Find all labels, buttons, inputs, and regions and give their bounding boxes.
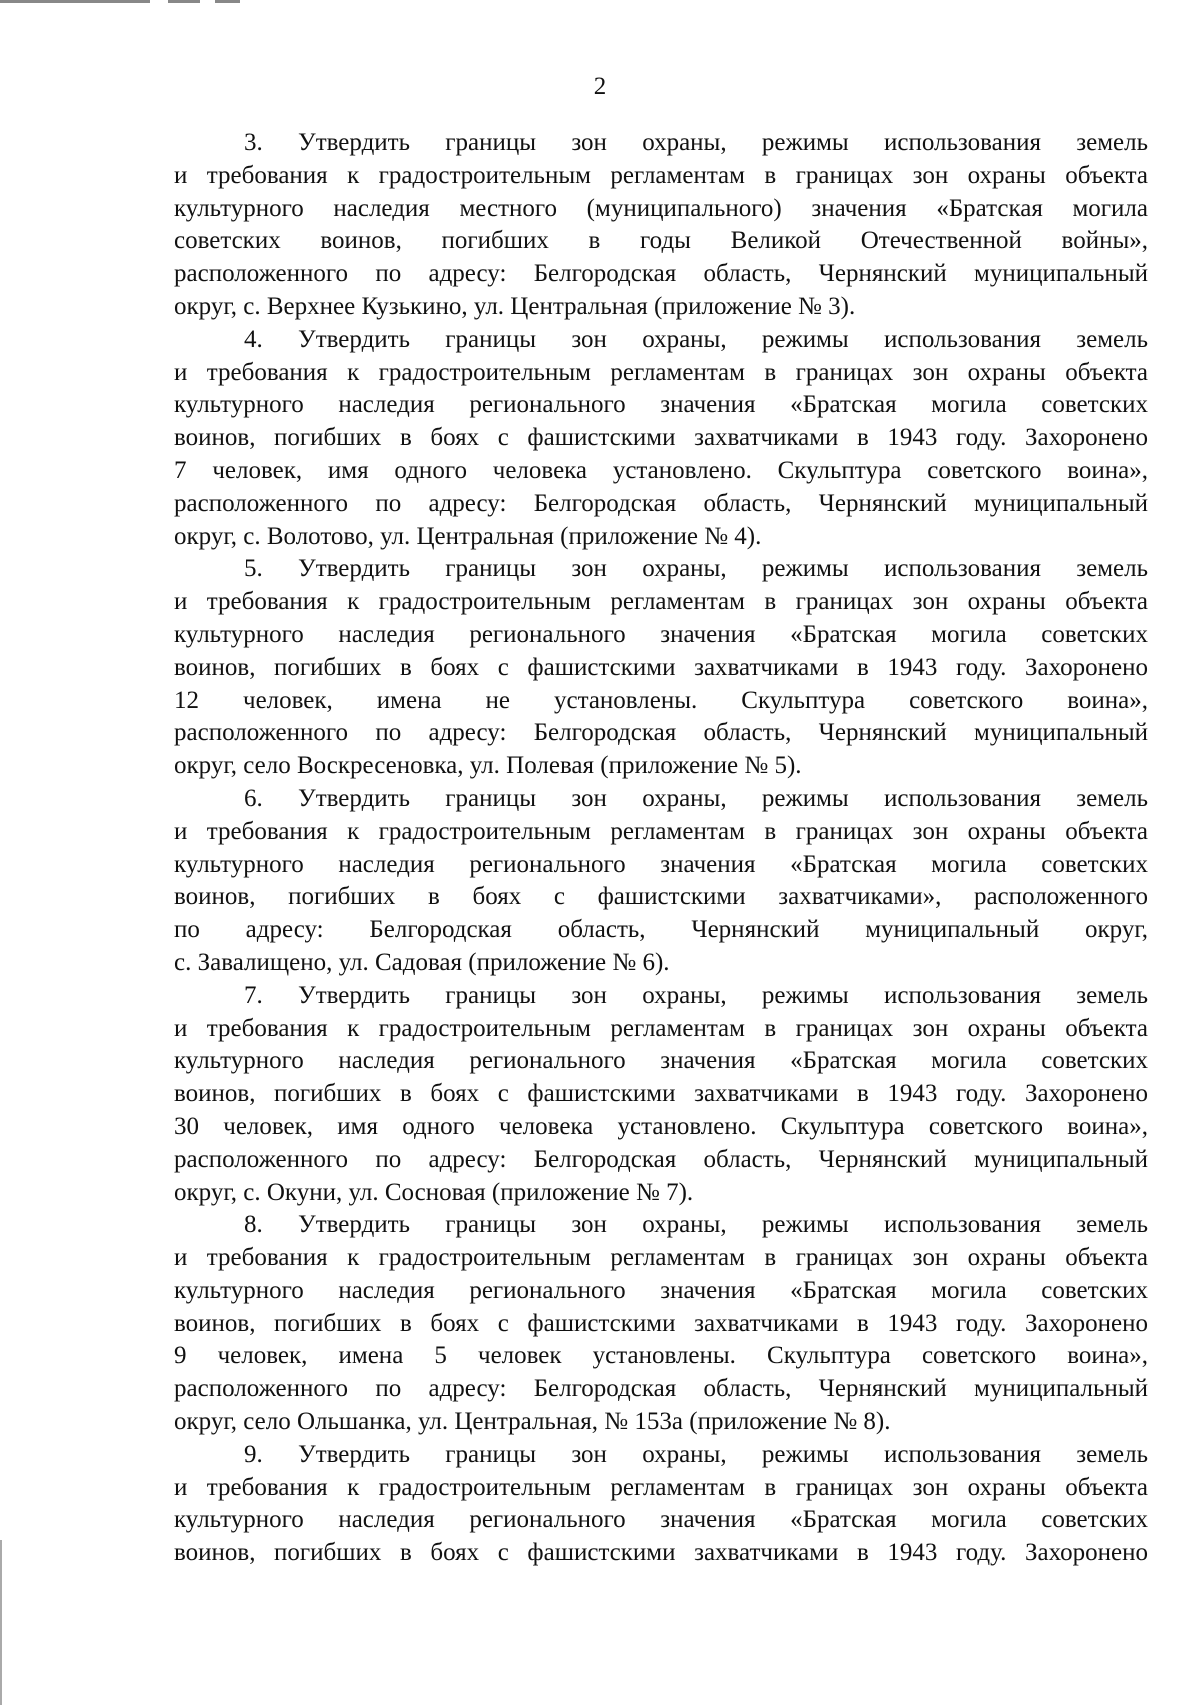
paragraph-line: советских воинов, погибших в годы Великой Отечественной войны», [174,227,1148,255]
paragraph-line: 6. Утвердить границы зон охраны, режимы использования земель [244,784,1148,812]
paragraph-line: воинов, погибших в боях с фашистскими захватчиками в 1943 году. Захоронено [174,1309,1148,1337]
paragraph-line: культурного наследия регионального значения «Братская могила советских [174,1047,1148,1075]
paragraph-line: 9 человек, имена 5 человек установлены. Скульптура советского воина», [174,1342,1148,1370]
paragraph-line: расположенного по адресу: Белгородская область, Чернянский муниципальный [174,1375,1148,1403]
paragraph-line: и требования к градостроительным регламентам в границах зон охраны объекта [174,161,1148,189]
paragraph-line: и требования к градостроительным регламентам в границах зон охраны объекта [174,1014,1148,1042]
paragraph-line: 4. Утвердить границы зон охраны, режимы использования земель [244,325,1148,353]
paragraph-line: 3. Утвердить границы зон охраны, режимы использования земель [244,129,1148,156]
document-body [174,127,1148,1570]
paragraph-line: по адресу: Белгородская область, Чернянский муниципальный округ, [174,916,1148,944]
page-number: 2 [593,73,607,100]
paragraph-line: культурного наследия регионального значения «Братская могила советских [174,1506,1148,1534]
paragraph-line: и требования к градостроительным регламентам в границах зон охраны объекта [174,358,1148,386]
paragraph-line: воинов, погибших в боях с фашистскими захватчиками в 1943 году. Захоронено [174,1080,1148,1108]
paragraph [174,553,1148,783]
paragraph [174,324,1148,554]
paragraph-line: воинов, погибших в боях с фашистскими захватчиками в 1943 году. Захоронено [174,424,1148,452]
paragraph-line: воинов, погибших в боях с фашистскими захватчиками», расположенного [174,883,1148,911]
paragraph-line: расположенного по адресу: Белгородская область, Чернянский муниципальный [174,1145,1148,1173]
paragraph-line: округ, село Воскресеновка, ул. Полевая (приложение № 5). [174,752,802,780]
paragraph [174,127,1148,324]
paragraph [174,783,1148,980]
paragraph-line: расположенного по адресу: Белгородская область, Чернянский муниципальный [174,489,1148,517]
paragraph-line: 7. Утвердить границы зон охраны, режимы использования земель [244,981,1148,1009]
paragraph-line: расположенного по адресу: Белгородская область, Чернянский муниципальный [174,719,1148,747]
paragraph-line: округ, с. Верхнее Кузькино, ул. Центральная (приложение № 3). [174,292,856,320]
paragraph-line: с. Завалищено, ул. Садовая (приложение № 6). [174,948,670,976]
paragraph [174,1209,1148,1439]
paragraph-line: округ, село Ольшанка, ул. Центральная, № 153а (приложение № 8). [174,1408,891,1436]
paragraph-line: воинов, погибших в боях с фашистскими захватчиками в 1943 году. Захоронено [174,653,1148,681]
paragraph-line: культурного наследия регионального значения «Братская могила советских [174,1276,1148,1304]
paragraph [174,1439,1148,1570]
scan-edge-mark [0,0,258,3]
paragraph-line: 7 человек, имя одного человека установлено. Скульптура советского воина», [174,456,1148,484]
paragraph-line: 5. Утвердить границы зон охраны, режимы использования земель [244,555,1148,583]
paragraph-line: культурного наследия регионального значения «Братская могила советских [174,391,1148,419]
paragraph-line: и требования к градостроительным регламентам в границах зон охраны объекта [174,588,1148,616]
paragraph-line: 8. Утвердить границы зон охраны, режимы использования земель [244,1211,1148,1239]
paragraph-line: и требования к градостроительным регламентам в границах зон охраны объекта [174,1473,1148,1501]
paragraph [174,980,1148,1210]
paragraph-line: округ, с. Окуни, ул. Сосновая (приложение № 7). [174,1178,694,1206]
paragraph-line: культурного наследия местного (муниципального) значения «Братская могила [174,194,1148,222]
paragraph-line: и требования к градостроительным регламентам в границах зон охраны объекта [174,1244,1148,1272]
paragraph-line: округ, с. Волотово, ул. Центральная (приложение № 4). [174,522,762,550]
paragraph-line: культурного наследия регионального значения «Братская могила советских [174,620,1148,648]
paragraph-line: 12 человек, имена не установлены. Скульптура советского воина», [174,686,1148,714]
paragraph-line: культурного наследия регионального значения «Братская могила советских [174,850,1148,878]
paragraph-line: воинов, погибших в боях с фашистскими захватчиками в 1943 году. Захоронено [174,1539,1148,1567]
paragraph-line: 9. Утвердить границы зон охраны, режимы использования земель [244,1440,1148,1468]
paragraph-line: и требования к градостроительным регламентам в границах зон охраны объекта [174,817,1148,845]
paragraph-line: расположенного по адресу: Белгородская область, Чернянский муниципальный [174,260,1148,288]
paragraph-line: 30 человек, имя одного человека установлено. Скульптура советского воина», [174,1112,1148,1140]
scan-edge-mark [0,1540,2,1705]
